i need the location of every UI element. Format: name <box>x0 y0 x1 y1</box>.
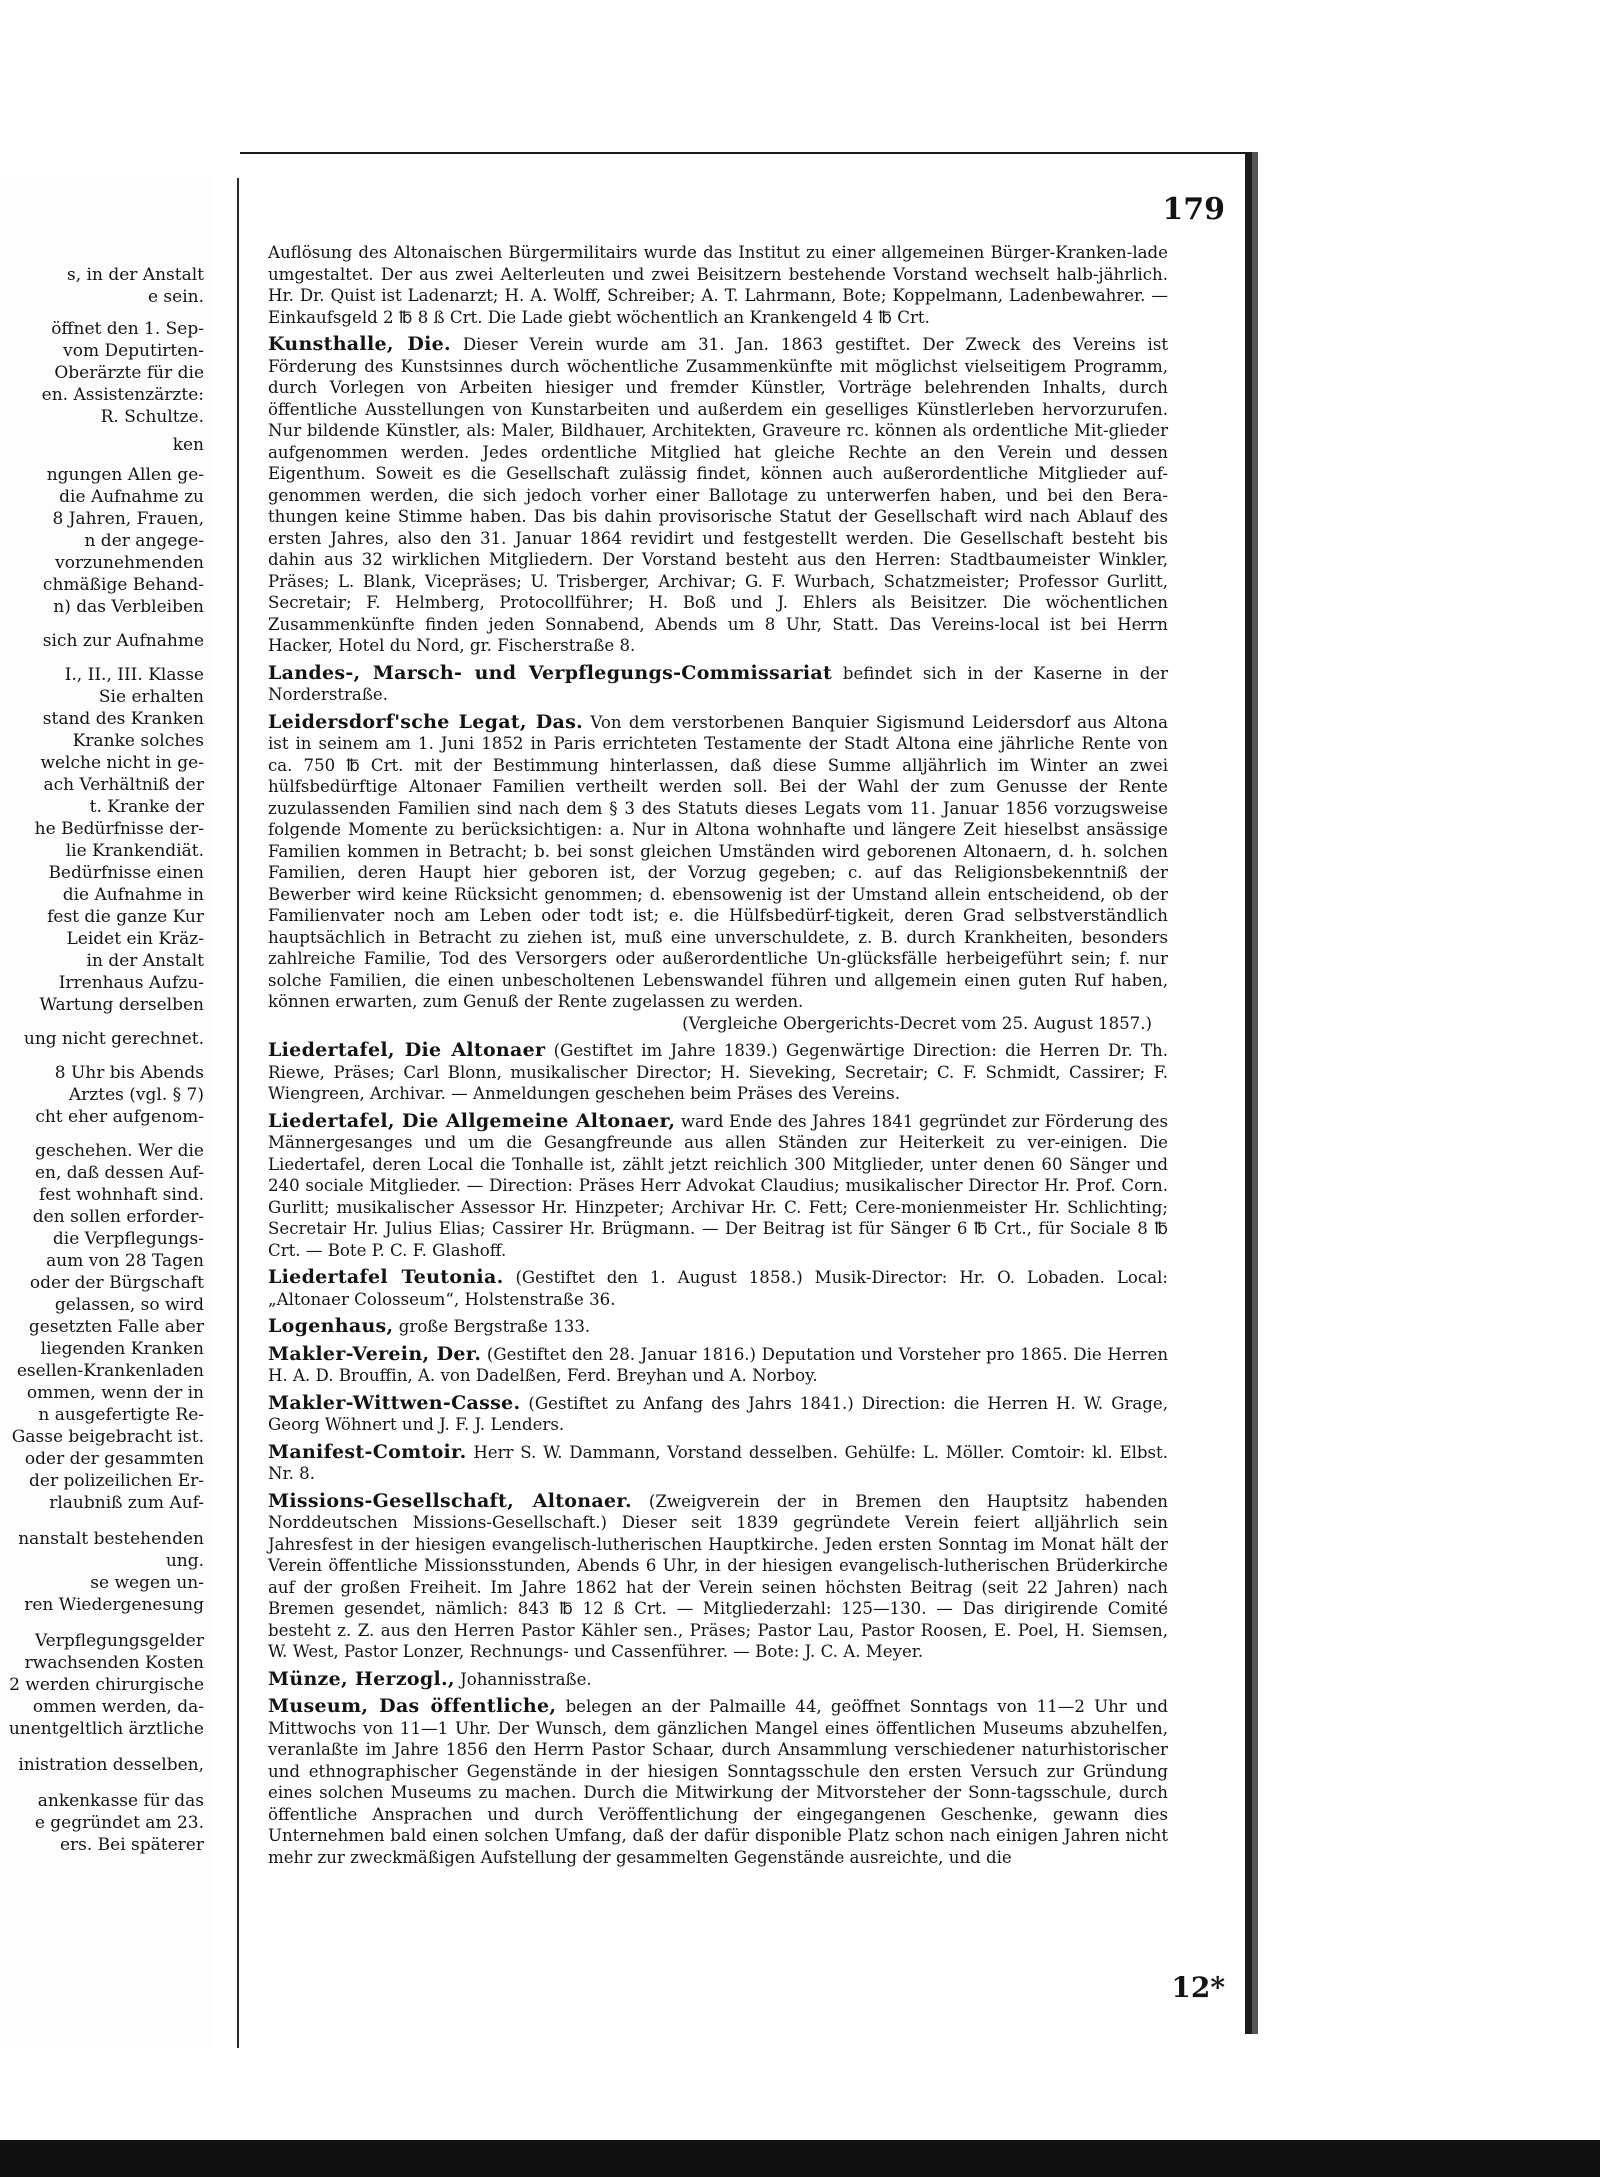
left-page-line: se wegen un- <box>90 1573 204 1593</box>
entry-heading: Liedertafel, Die Altonaer <box>268 1039 546 1061</box>
entry-note: (Vergleiche Obergerichts-Decret vom 25. August 1857.) <box>682 1013 1152 1033</box>
entry-heading: Manifest-Comtoir. <box>268 1440 467 1463</box>
left-page-line: rwachsenden Kosten <box>24 1653 204 1673</box>
left-page-line: n) das Verbleiben <box>53 597 204 617</box>
entry-text: (Gestiftet den 28. Januar 1816.) Deputation und Vorsteher pro 1865. Die Herren H. A. D. Brouffin, A. von Dadelßen, Ferd. Breyhan und A. Norboy. <box>268 1344 1169 1385</box>
left-page-line: vom Deputirten- <box>63 341 204 361</box>
left-page-line: ngungen Allen ge- <box>46 465 204 485</box>
entry-heading: Landes-, Marsch- und Verpflegungs-Commissariat <box>268 661 833 684</box>
left-page-line: inistration desselben, <box>18 1755 204 1775</box>
entry-heading: Logenhaus, <box>268 1315 394 1337</box>
entry-liedertafel-allgemeine <box>268 1111 1168 1262</box>
entry-heading: Missions-Gesellschaft, Altonaer. <box>268 1489 632 1512</box>
left-page-line: vorzunehmenden <box>55 553 204 573</box>
entry-kunsthalle <box>268 334 1168 657</box>
entry-heading: Museum, Das öffentliche, <box>268 1695 557 1717</box>
left-page-line: liegenden Kranken <box>40 1339 204 1359</box>
left-page-line: Kranke solches <box>72 731 204 751</box>
left-page-line: oder der Bürgschaft <box>29 1273 204 1293</box>
left-page-line: ers. Bei späterer <box>59 1835 204 1855</box>
entry-logenhaus <box>268 1316 1168 1338</box>
left-page-line: die Verpflegungs- <box>52 1229 204 1249</box>
entry-heading: Kunsthalle, Die. <box>268 333 451 355</box>
left-page-line: unentgeltlich ärztliche <box>8 1719 204 1739</box>
entry-text: (Gestiftet den 1. August 1858.) Musik-Director: Hr. O. Lobaden. Local: „Altonaer Colosseum“, Holstenstraße 36. <box>268 1268 1168 1309</box>
left-page-line: ken <box>172 435 204 455</box>
left-page-line: en, daß dessen Auf- <box>34 1163 204 1183</box>
entry-text: befindet sich in der Kaserne in der Norderstraße. <box>268 663 1169 704</box>
left-page-line: Wartung derselben <box>39 995 204 1015</box>
entry-heading: Liedertafel, Die Allgemeine Altonaer, <box>268 1109 676 1132</box>
left-page-line: lie Krankendiät. <box>65 841 204 861</box>
scan-edge <box>0 2140 1600 2177</box>
entry-heading: Makler-Wittwen-Casse. <box>268 1391 521 1414</box>
left-page-line: gesetzten Falle aber <box>28 1317 204 1337</box>
left-page-line: e gegründet am 23. <box>34 1813 204 1833</box>
entry-manifest-comtoir <box>268 1442 1168 1485</box>
left-page-fragment <box>0 178 215 2048</box>
left-page-line: chmäßige Behand- <box>42 575 204 595</box>
left-page-line: die Aufnahme in <box>62 885 204 905</box>
left-page-line: Verpflegungsgelder <box>34 1631 204 1651</box>
entry-heading: Leidersdorf'sche Legat, Das. <box>268 710 584 733</box>
entry-text: (Zweigverein der in Bremen den Hauptsitz habenden Norddeutschen Missions-Gesellschaft.) Dieser seit 1839 gegründete Verein feiert alljährlich sein Jahresfest in der hiesigen evangelisch-lutherischen Hauptkirche. Jeden ersten Sonntag im Monat hält der Verein öffentliche Missionsstunden, Abends 6 Uhr, in der hiesigen evangelisch-lutherischen Brüderkirche auf der großen Freiheit. Im Jahre 1862 hat der Verein seinen höchsten Beitrag (seit 22 Jahren) nach Bremen gesendet, nämlich: 843 ℔ 12 ß Crt. — Mitgliederzahl: 125—130. — Das dirigirende Comité besteht z. Z. aus den Herren Pastor Kähler sen., Präses; Pastor Lau, Pastor Roosen, E. Poel, H. Siemsen, W. West, Pastor Lonzer, Rechnungs- und Cassenführer. — Bote: J. C. A. Meyer. <box>268 1491 1168 1661</box>
left-page-line: Sie erhalten <box>98 687 204 707</box>
left-page-line: fest die ganze Kur <box>47 907 204 927</box>
entry-liedertafel-teutonia <box>268 1267 1168 1310</box>
left-page-line: e sein. <box>147 287 204 307</box>
left-page-line: nanstalt bestehenden <box>18 1529 204 1549</box>
left-page-line: sich zur Aufnahme <box>42 631 204 651</box>
left-page-line: gelassen, so wird <box>54 1295 204 1315</box>
entry-heading: Liedertafel Teutonia. <box>268 1266 504 1288</box>
entry-text: Von dem verstorbenen Banquier Sigismund Leidersdorf aus Altona ist in seinem am 1. Juni 1852 in Paris errichteten Testamente der Stadt Altona eine jährliche Rente von ca. 750 ℔ Crt. mit der Bestimmung hinterlassen, daß diese Summe alljährlich im Winter an zwei hülfsbedürftige Altonaer Familien vertheilt werden soll. Bei der Wahl der zum Genusse der Rente zuzulassenden Familien sind nach dem § 3 des Statuts dieses Legats vom 11. Januar 1856 vorzugsweise folgende Momente zu berücksichtigen: a. Nur in Altona wohnhafte und längere Zeit hieselbst ansässige Familien kommen in Betracht; b. bei sonst gleichen Umständen wird geborenen Altonaern, d. h. solchen Familien, deren Haupt hier geboren ist, der Vorzug gegeben; c. auf das Religionsbekenntniß der Bewerber wird keine Rücksicht genommen; d. ebensowenig ist der Umstand allein entscheidend, ob der Familienvater noch am Leben oder todt ist; e. die Hülfsbedürf-tigkeit, deren Grad selbstverständlich hauptsächlich in Betracht zu ziehen ist, muß eine unverschuldete, z. B. durch Krankheiten, besonders zahlreiche Familie, Tod des Versorgers oder außerordentliche Un-glücksfälle herbeigeführt sein; f. nur solche Familien, die einen unbescholtenen Lebenswandel führen und allgemein einen guten Ruf haben, können erwarten, zum Genuß der Rente zugelassen zu werden. <box>268 712 1168 1011</box>
left-page-line: stand des Kranken <box>42 709 204 729</box>
left-page-line: geschehen. Wer die <box>34 1141 204 1161</box>
left-page-line: ach Verhältniß der <box>43 775 204 795</box>
left-page-line: ankenkasse für das <box>37 1791 204 1811</box>
left-page-line: Leidet ein Kräz- <box>66 929 204 949</box>
entry-text: ward Ende des Jahres 1841 gegründet zur Förderung des Männergesanges und um die Gesangfreunde aus allen Ständen zur Heiterkeit zu ver-einigen. Die Liedertafel, deren Local die Tonhalle ist, zählt jetzt reichlich 300 Mitglieder, unter denen 60 Sänger und 240 sociale Mitglieder. — Direction: Präses Herr Advokat Claudius; musikalischer Director Hr. Prof. Corn. Gurlitt; musikalischer Assessor Hr. Hinzpeter; Archivar Hr. C. Fett; Cere-monienmeister Hr. Schlichting; Secretair Hr. Julius Elias; Cassirer Hr. Brügmann. — Der Beitrag ist für Sänger 6 ℔ Crt., für Sociale 8 ℔ Crt. — Bote P. C. F. Glashoff. <box>268 1111 1169 1260</box>
left-page-line: aum von 28 Tagen <box>46 1251 204 1271</box>
left-page-line: oder der gesammten <box>24 1449 204 1469</box>
left-page-line: n ausgefertigte Re- <box>38 1405 204 1425</box>
entry-liedertafel-altonaer <box>268 1040 1168 1105</box>
left-page-line: Gasse beigebracht ist. <box>11 1427 204 1447</box>
left-page-line: 8 Jahren, Frauen, <box>52 509 204 529</box>
entry-text: (Gestiftet im Jahre 1839.) Gegenwärtige Direction: die Herren Dr. Th. Riewe, Präses; Carl Blonn, musikalischer Director; H. Sieveking, Secretair; C. F. Schmidt, Cassirer; F. Wiengreen, Archivar. — Anmeldungen geschehen beim Präses des Vereins. <box>268 1041 1168 1103</box>
left-page-line: der polizeilichen Er- <box>29 1471 204 1491</box>
left-page-line: he Bedürfnisse der- <box>34 819 204 839</box>
left-page-line: en. Assistenzärzte: <box>41 385 204 405</box>
entry-text: Dieser Verein wurde am 31. Jan. 1863 gestiftet. Der Zweck des Vereins ist Förderung des Kunstsinnes durch wöchentliche Zusammenkünfte mit möglichst vielseitigem Programm, durch Vorlegen von Arbeiten hiesiger und fremder Künstler, Vorträge belehrenden Inhalts, durch öffentliche Ausstellungen von Kunstarbeiten und außerdem ein geselliges Künstlerleben hervorzurufen. Nur bildende Künstler, als: Maler, Bildhauer, Architekten, Graveure rc. können als ordentliche Mit-glieder aufgenommen werden. Jedes ordentliche Mitglied hat gleiche Rechte an den Verein und dessen Eigenthum. Soweit es die Gesellschaft zulässig findet, können auch außerordentliche Mitglieder auf-genommen werden, die sich jedoch vorher einer Ballotage zu unterwerfen haben, und bei den Bera-thungen keine Stimme haben. Das bis dahin provisorische Statut der Gesellschaft wird nach Ablauf des ersten Jahres, also den 31. Januar 1864 revidirt und festgestellt werden. Die Gesellschaft besteht bis dahin aus 32 wirklichen Mitgliedern. Der Vorstand besteht aus den Herren: Stadtbaumeister Winkler, Präses; L. Blank, Vicepräses; U. Trisberger, Archivar; G. F. Wurbach, Schatzmeister; Professor Gurlitt, Secretair; F. Helmberg, Protocollführer; H. Boß und J. Ehlers als Beisitzer. Die wöchentlichen Zusammenkünfte finden jeden Sonnabend, Abends um 8 Uhr, Statt. Das Vereins-local ist bei Herrn Hacker, Hotel du Nord, gr. Fischerstraße 8. <box>268 335 1169 655</box>
entry-buergerkrankenlade <box>268 242 1168 328</box>
entry-leidersdorf-legat <box>268 712 1168 1035</box>
page-body <box>268 242 1168 1874</box>
left-page-line: s, in der Anstalt <box>67 265 204 285</box>
left-page-line: Oberärzte für die <box>54 363 204 383</box>
left-page-line: öffnet den 1. Sep- <box>51 319 204 339</box>
left-page-line: I., II., III. Klasse <box>64 665 204 685</box>
entry-museum <box>268 1696 1168 1868</box>
left-page-line: die Aufnahme zu <box>59 487 204 507</box>
entry-text: (Gestiftet zu Anfang des Jahrs 1841.) Direction: die Herren H. W. Grage, Georg Wöhnert und J. F. J. Lenders. <box>268 1393 1168 1434</box>
entry-text: Herr S. W. Dammann, Vorstand desselben. Gehülfe: L. Möller. Comtoir: kl. Elbst. Nr. 8. <box>268 1442 1168 1483</box>
entry-makler-verein <box>268 1344 1168 1387</box>
left-page-line: esellen-Krankenladen <box>16 1361 204 1381</box>
left-page-line: t. Kranke der <box>89 797 204 817</box>
left-page-line: ommen werden, da- <box>32 1697 204 1717</box>
left-page-line: Bedürfnisse einen <box>48 863 204 883</box>
left-page-line: ommen, wenn der in <box>26 1383 204 1403</box>
entry-text: belegen an der Palmaille 44, geöffnet Sonntags von 11—2 Uhr und Mittwochs von 11—1 Uhr. Der Wunsch, dem gänzlichen Mangel eines öffentlichen Museums abzuhelfen, veranlaßte im Jahre 1856 den Herrn Pastor Schaar, durch Ansammlung verschiedener naturhistorischer und ethnographischer Gegenstände in der hiesigen Sonntagsschule den ersten Versuch zur Gründung eines solchen Museums zu machen. Durch die Mitwirkung der Mitvorsteher der Sonn-tagsschule, durch öffentliche Ansprachen und durch Veröffentlichung der eingegangenen Geschenke, gewann dies Unternehmen bald einen solchen Umfang, daß der dafür disponible Platz schon nach einigen Jahren nicht mehr zur zweckmäßigen Aufstellung der gesammelten Gegenstände ausreichte, und die <box>268 1697 1169 1867</box>
left-page-line: welche nicht in ge- <box>40 753 204 773</box>
entry-makler-wittwen-casse <box>268 1393 1168 1436</box>
left-page-line: den sollen erforder- <box>32 1207 204 1227</box>
right-page <box>240 152 1252 2034</box>
left-page-line: ung nicht gerechnet. <box>23 1029 204 1049</box>
entry-commissariat <box>268 663 1168 706</box>
entry-missions-gesellschaft <box>268 1491 1168 1663</box>
signature-mark: 12* <box>1171 1971 1225 2004</box>
left-page-line: ren Wiedergenesung <box>24 1595 204 1615</box>
page-number: 179 <box>1162 192 1225 227</box>
left-page-line: 2 werden chirurgische <box>9 1675 204 1695</box>
entry-heading: Makler-Verein, Der. <box>268 1342 482 1365</box>
left-page-line: cht eher aufgenom- <box>35 1107 204 1127</box>
left-page-line: rlaubniß zum Auf- <box>49 1493 204 1513</box>
left-page-line: ung. <box>165 1551 204 1571</box>
left-page-line: 8 Uhr bis Abends <box>54 1063 204 1083</box>
entry-text: Auflösung des Altonaischen Bürgermilitairs wurde das Institut zu einer allgemeinen Bürger-Kranken-lade umgestaltet. Der aus zwei Aelterleuten und zwei Beisitzern bestehende Vorstand wechselt halb-jährlich. Hr. Dr. Quist ist Ladenarzt; H. A. Wolff, Schreiber; A. T. Lahrmann, Bote; Koppelmann, Ladenbewahrer. — Einkaufsgeld 2 ℔ 8 ß Crt. Die Lade giebt wöchentlich an Krankengeld 4 ℔ Crt. <box>268 243 1168 327</box>
left-page-line: fest wohnhaft sind. <box>38 1185 204 1205</box>
left-page-line: in der Anstalt <box>86 951 204 971</box>
left-page-line: R. Schultze. <box>100 407 204 427</box>
entry-text: große Bergstraße 133. <box>398 1317 591 1336</box>
left-page-line: Irrenhaus Aufzu- <box>58 973 204 993</box>
book-gutter <box>212 178 239 2048</box>
entry-heading: Münze, Herzogl., <box>268 1667 455 1690</box>
left-page-line: n der angege- <box>84 531 204 551</box>
left-page-line: Arztes (vgl. § 7) <box>68 1085 204 1105</box>
entry-muenze <box>268 1669 1168 1691</box>
entry-text: Johannisstraße. <box>460 1669 592 1689</box>
